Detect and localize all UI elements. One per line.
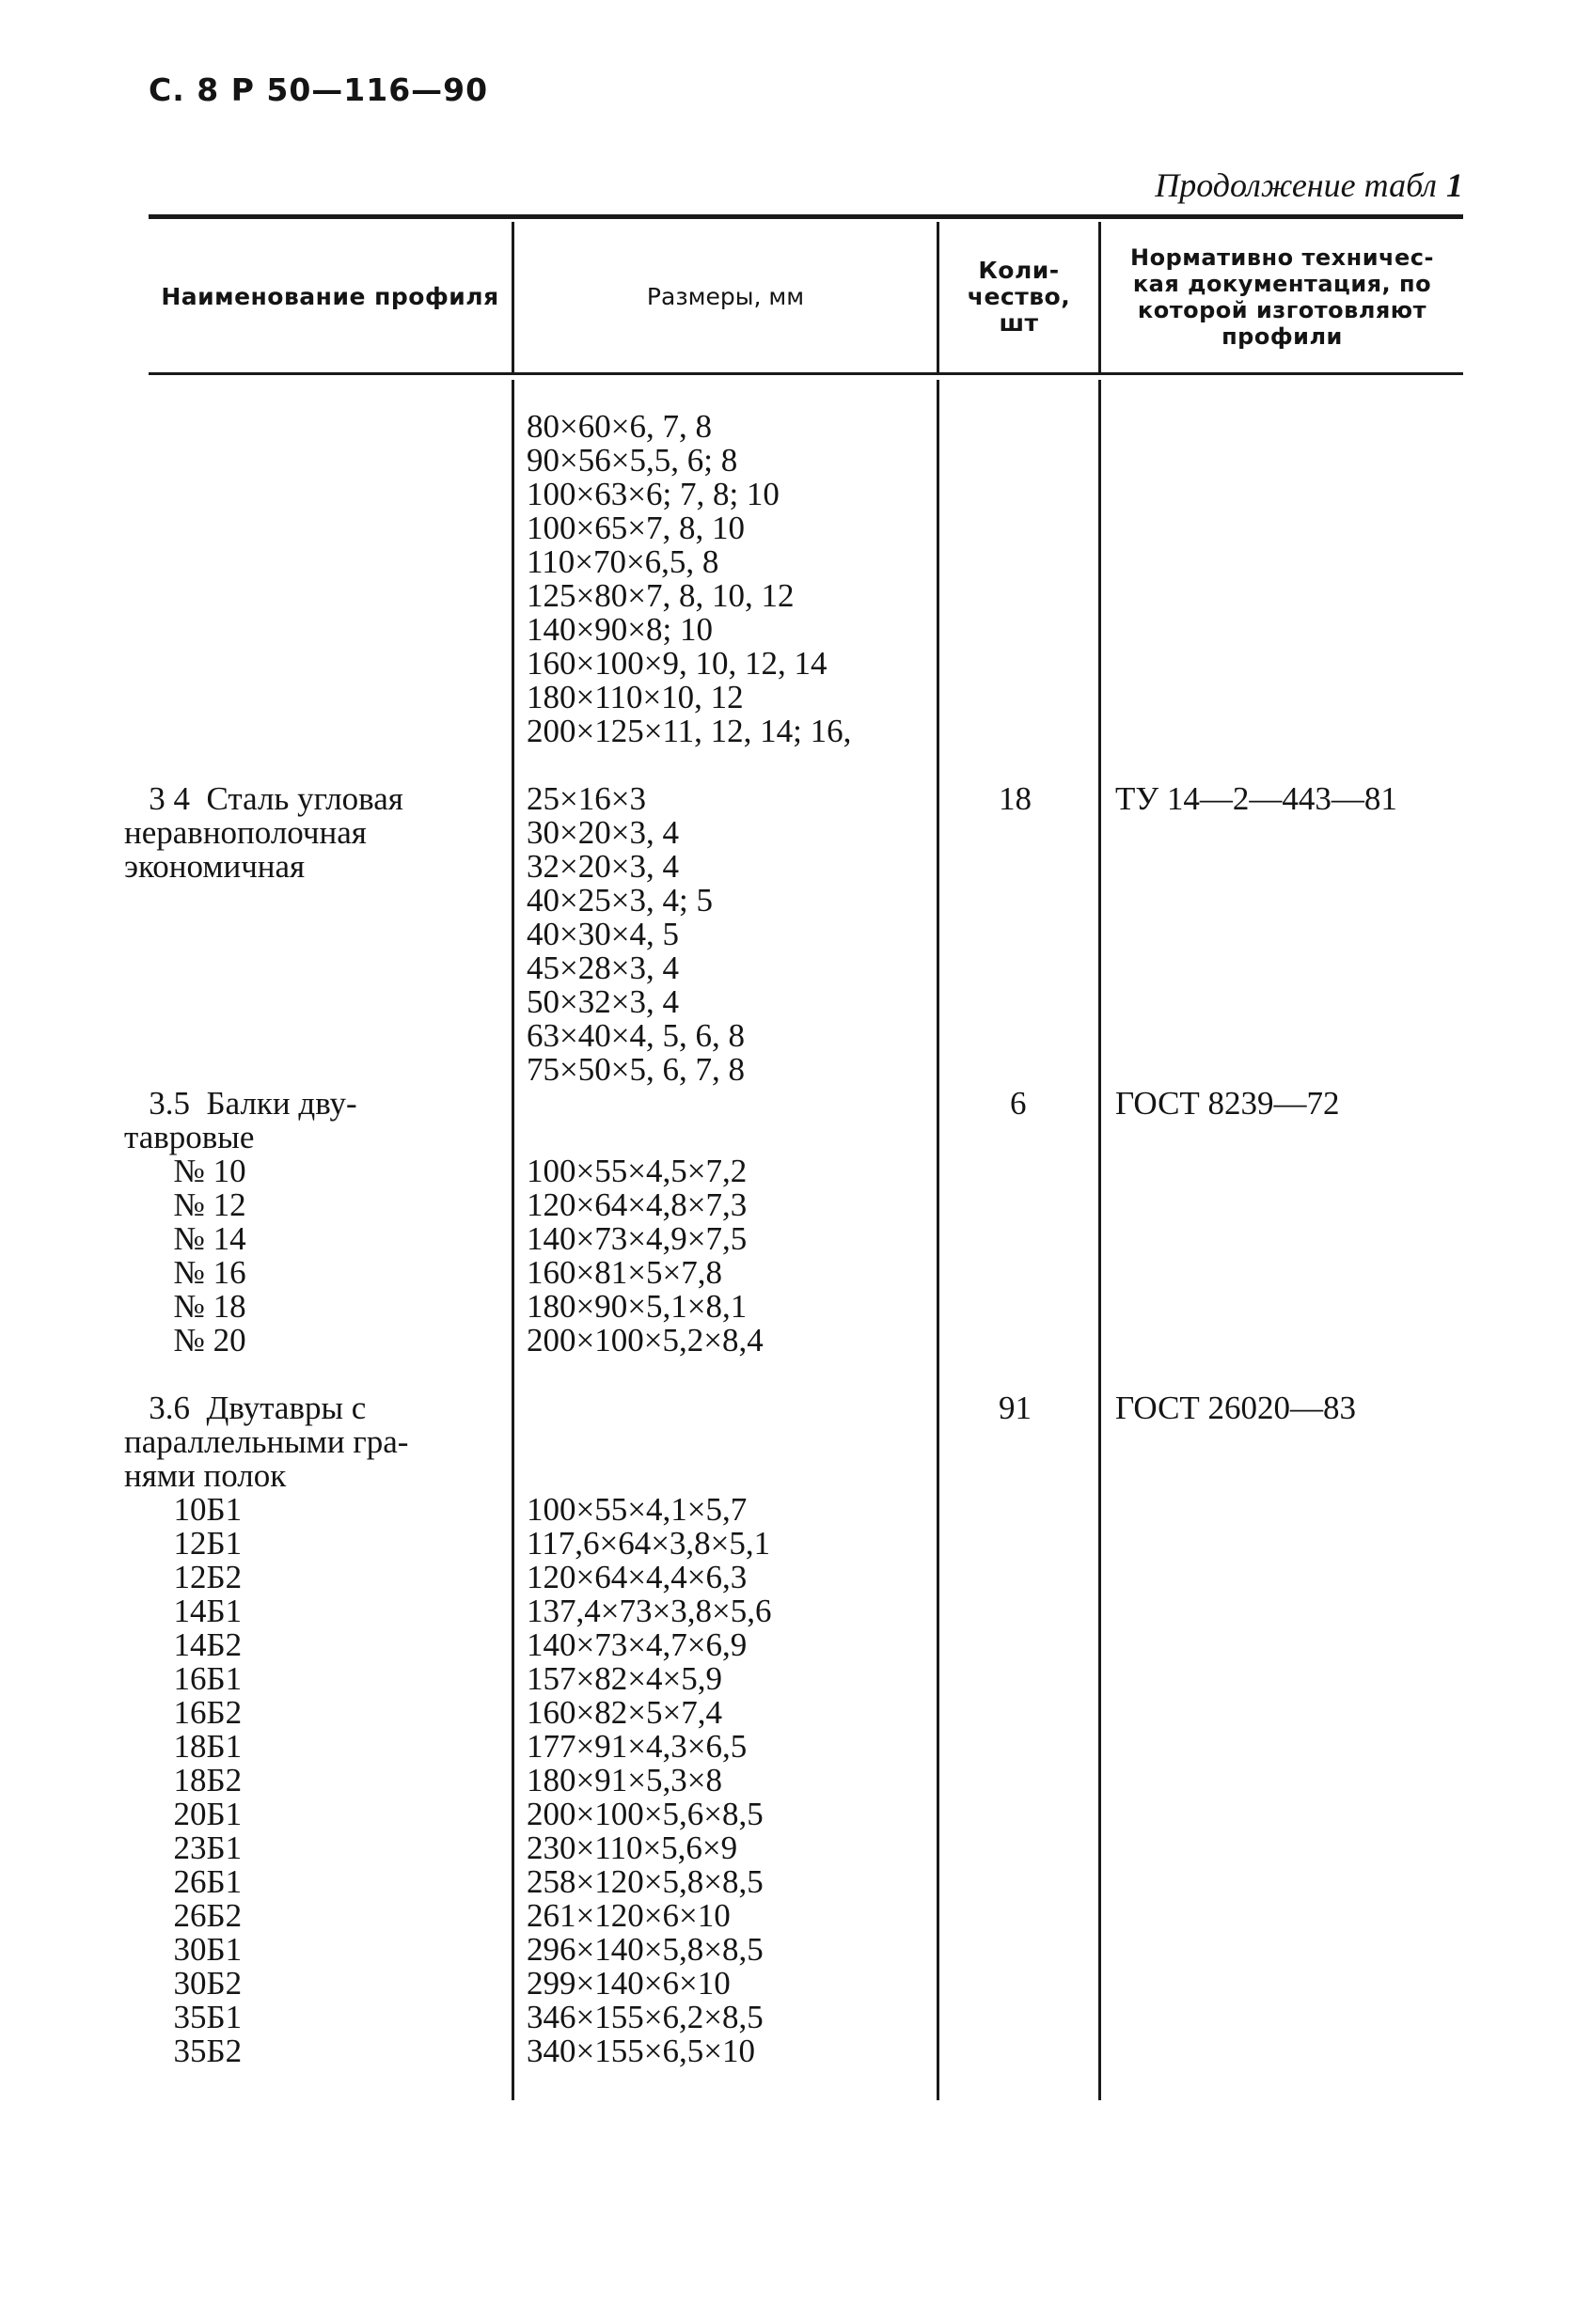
row-3-quantity: 91 bbox=[999, 1390, 1032, 1426]
table-top-rule bbox=[149, 214, 1463, 219]
row-1-normative-doc: ТУ 14—2—443—81 bbox=[1115, 780, 1397, 817]
row-1-quantity: 18 bbox=[999, 780, 1032, 817]
row-2-sizes: 100×55×4,5×7,2 120×64×4,8×7,3 140×73×4,9×7,5 160×81×5×7,8 180×90×5,1×8,1 200×100×5,2×8,4 bbox=[527, 1153, 764, 1358]
row-2-profile-name: 3.5 Балки дву- тавровые № 10 № 12 № 14 № 16 № 18 № 20 bbox=[124, 1085, 357, 1358]
column-divider-1-body bbox=[512, 380, 514, 2100]
header-sizes: Размеры, мм bbox=[646, 283, 805, 310]
column-divider-3-body bbox=[1098, 380, 1101, 2100]
continuation-text: Продолжение табл bbox=[1155, 166, 1437, 204]
page-header: С. 8 Р 50—116—90 bbox=[149, 71, 489, 108]
header-quantity: Коли- чество, шт bbox=[967, 257, 1071, 337]
row-1-sizes: 25×16×3 30×20×3, 4 32×20×3, 4 40×25×3, 4; 5 40×30×4, 5 45×28×3, 4 50×32×3, 4 63×40×4, 5, 6, 8 75×50×5, 6, 7, 8 bbox=[527, 780, 745, 1088]
header-profile-name: Наименование профиля bbox=[161, 283, 499, 310]
row-3-sizes: 100×55×4,1×5,7 117,6×64×3,8×5,1 120×64×4,4×6,3 137,4×73×3,8×5,6 140×73×4,7×6,9 157×82×4×5,9 160×82×5×7,4 177×91×4,3×6,5 180×91×5,3×8 200×100×5,6×8,5 230×110×5,6×9 258×120×5,8×8,5 261×120×6×10 296×140×5,8×8,5 299×140×6×10 346×155×6,2×8,5 340×155×6,5×10 bbox=[527, 1491, 772, 2069]
row-2-quantity: 6 bbox=[1010, 1085, 1027, 1122]
table-header-rule bbox=[149, 372, 1463, 375]
row-0-sizes: 80×60×6, 7, 8 90×56×5,5, 6; 8 100×63×6; 7, 8; 10 100×65×7, 8, 10 110×70×6,5, 8 125×80×7, 8, 10, 12 140×90×8; 10 160×100×9, 10, 12, 14 180×110×10, 12 200×125×11, 12, 14; 16, bbox=[527, 408, 852, 749]
column-divider-2-body bbox=[937, 380, 939, 2100]
row-3-normative-doc: ГОСТ 26020—83 bbox=[1115, 1390, 1357, 1426]
continuation-number: 1 bbox=[1446, 166, 1463, 204]
row-3-profile-name: 3.6 Двутавры с параллельными гра- нями полок 10Б1 12Б1 12Б2 14Б1 14Б2 16Б1 16Б2 18Б1 18Б2 20Б1 23Б1 26Б1 26Б2 30Б1 30Б2 35Б1 35Б2 bbox=[124, 1390, 409, 2069]
row-2-normative-doc: ГОСТ 8239—72 bbox=[1115, 1085, 1340, 1122]
row-1-profile-name: 3 4 Сталь угловая неравнополочная экономичная bbox=[124, 780, 403, 885]
header-normative-doc: Нормативно техничес- кая документация, по которой изготовляют профили bbox=[1130, 244, 1434, 350]
table-continuation-label bbox=[1155, 165, 1463, 205]
